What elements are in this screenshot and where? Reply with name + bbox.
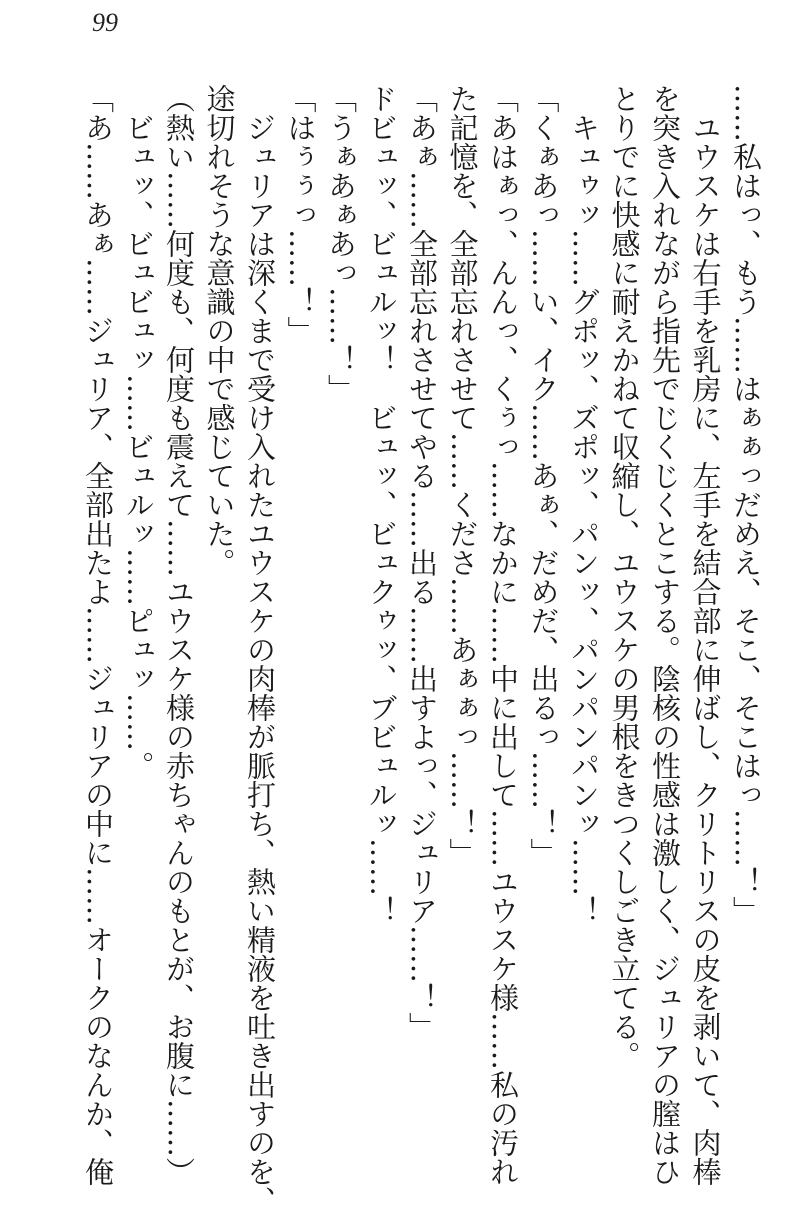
text-line: （熱い……何度も、何度も震えて……ユウスケ様の赤ちゃんのもとが、お腹に……） — [162, 84, 196, 1186]
text-line: ジュリアは深くまで受け入れたユウスケの肉棒が脈打ち、熱い精液を吐き出すのを、 — [243, 113, 277, 1215]
text-line: 「あ……あぁ……ジュリア、全部出たよ……ジュリアの中に……オークのなんか、俺 — [81, 84, 115, 1186]
text-line: ビュッ、ビュビュッ……ビュルッ……ピュッ……。 — [121, 113, 156, 780]
text-line: 途切れそうな意識の中で感じていた。 — [202, 84, 237, 577]
text-line: 「あぁ……全部忘れさせてやる……出る……出すよっ、ジュリア……！」 — [405, 84, 439, 1041]
text-line: キュゥッ……グポッ、ズポッ、パンッ、パンパンパンッ……！ — [567, 113, 601, 925]
text-line: 「はぅぅっ……！」 — [283, 84, 318, 345]
page-number: 99 — [92, 8, 118, 37]
text-line: とりでに快感に耐えかねて収縮し、ユウスケの男根をきつくしごき立てる。 — [607, 84, 642, 1070]
text-line: ドビュッ、ビュルッ！ ビュッ、ビュクゥッ、ブビュルッ……！ — [364, 84, 399, 925]
text-line: ユウスケは右手を乳房に、左手を結合部に伸ばし、クリトリスの皮を剥いて、肉棒 — [688, 113, 723, 1186]
text-line: 「くぁあっ……い、イク……あぁ、だめだ、出るっ……！」 — [526, 84, 561, 867]
novel-text-column-block — [78, 84, 767, 1215]
text-line: た記憶を、全部忘れさせて……くださ……あぁぁっ……！」 — [445, 84, 480, 867]
text-line: を突き入れながら指先でじくじくとこする。陰核の性感は激しく、ジュリアの膣はひ — [648, 84, 682, 1186]
text-line: 「あはぁっ、んんっ、くぅっ……なかに……中に出して……ユウスケ様……私の汚れ — [486, 84, 520, 1186]
text-line: 「うぁあぁあっ……！」 — [324, 84, 358, 403]
text-line: ……私はっ、もう……はぁぁっだめえ、そこ、そこはっ……！」 — [729, 84, 763, 925]
